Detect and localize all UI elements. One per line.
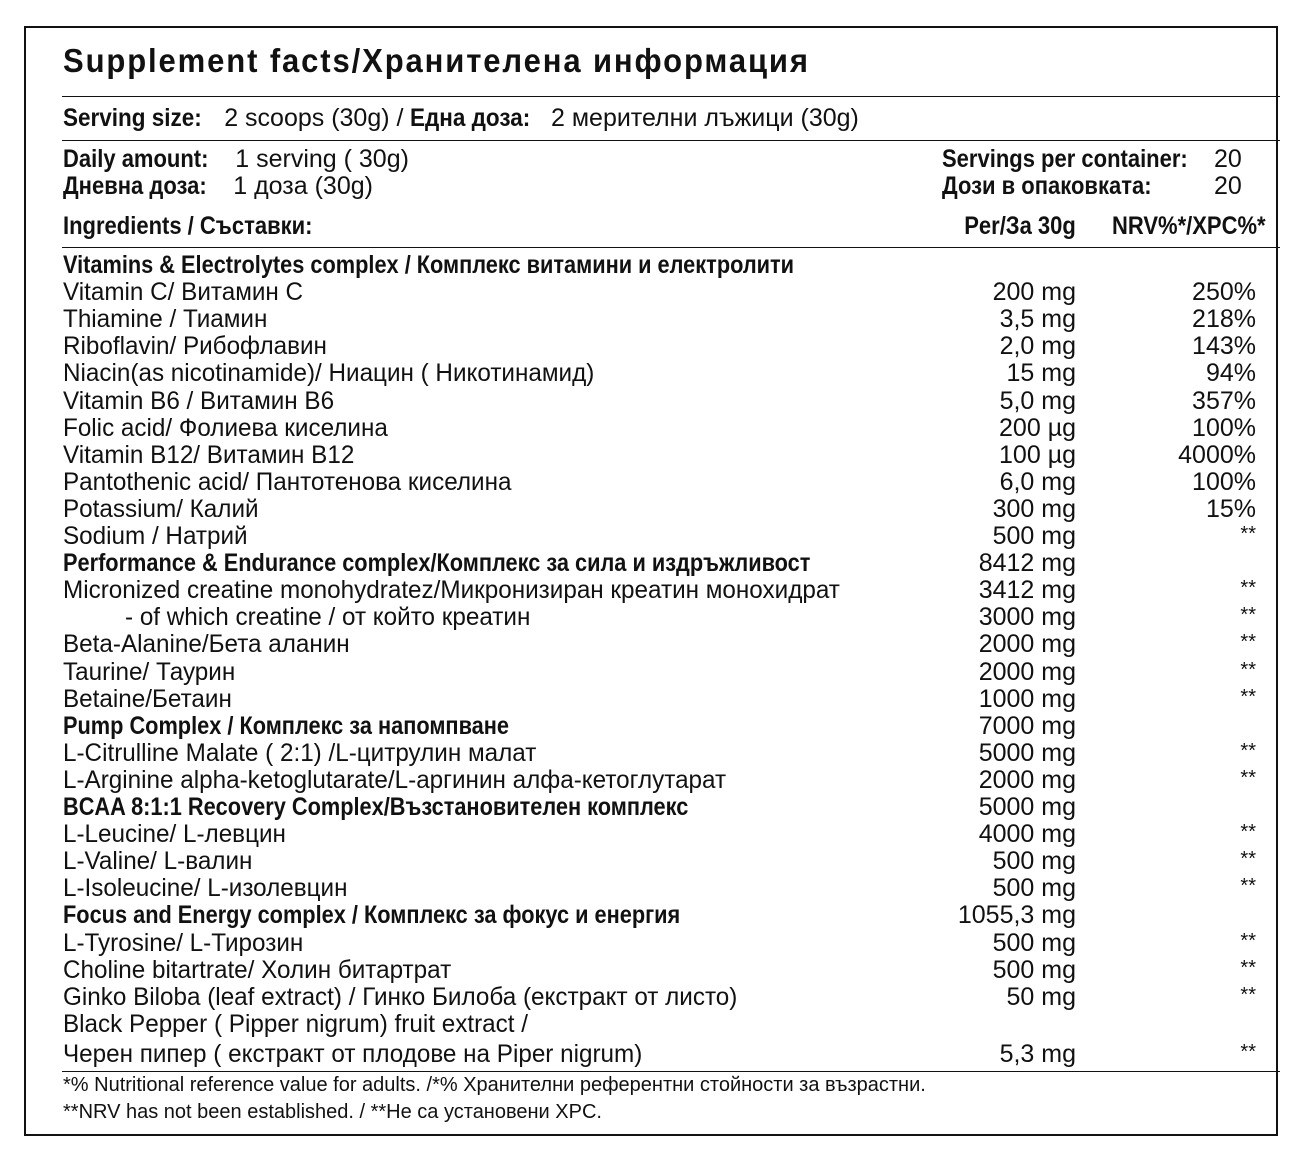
ingredient-amount: 300 mg [992, 494, 1076, 523]
ingredient-amount: 3412 mg [978, 576, 1076, 605]
ingredient-name: Pump Complex / Комплекс за напомпване [63, 711, 509, 740]
ingredient-amount: 500 mg [992, 928, 1076, 957]
ingredient-nrv: 250% [1192, 278, 1256, 307]
ingredient-name: Beta-Alanine/Бета аланин [63, 630, 350, 659]
ingredient-name: Ginko Biloba (leaf extract) / Гинко Билоба (екстракт от листо) [63, 982, 738, 1011]
table-row [0, 415, 1304, 442]
complex-header-row [0, 713, 1304, 740]
ingredient-name: L-Leucine/ L-левцин [63, 820, 286, 849]
ingredient-name: Vitamin B6 / Витамин B6 [63, 386, 335, 415]
ingredient-amount: 200 µg [999, 413, 1076, 442]
ingredient-amount: 500 mg [992, 522, 1076, 550]
daily-dose-value: 1 доза (30g) [233, 172, 373, 200]
ingredient-name: Focus and Energy complex / Комплекс за фокус и енергия [63, 901, 681, 930]
ingredient-amount: 3,5 mg [999, 305, 1076, 334]
ingredient-amount: 7000 mg [978, 711, 1076, 740]
ingredient-amount: 200 mg [992, 278, 1076, 307]
ingredient-name: Black Pepper ( Pipper nigrum) fruit extract / [63, 1009, 528, 1038]
table-row [0, 279, 1304, 306]
ingredient-nrv: ** [1240, 739, 1256, 762]
ingredient-amount: 50 mg [1006, 982, 1076, 1011]
table-row [0, 442, 1304, 469]
ingredient-name: L-Isoleucine/ L-изолевцин [63, 874, 348, 903]
table-row [0, 848, 1304, 875]
servings-per-container-label: Servings per container: [942, 145, 1188, 173]
ingredient-nrv: ** [1240, 956, 1256, 979]
table-row [0, 523, 1304, 550]
ingredient-amount: 2000 mg [978, 765, 1076, 794]
table-row [0, 659, 1304, 686]
table-row [0, 306, 1304, 333]
per-serving-header-label: Per/За 30g [964, 212, 1076, 240]
complex-header-row [0, 902, 1304, 929]
table-row [0, 604, 1304, 631]
ingredient-nrv: ** [1240, 1040, 1256, 1063]
daily-amount-value: 1 serving ( 30g) [235, 145, 409, 173]
ingredient-nrv: ** [1240, 577, 1256, 600]
daily-dose-row [0, 173, 1304, 200]
ingredient-amount: 8412 mg [978, 549, 1076, 578]
serving-size-value-bg: 2 мерителни лъжици (30g) [551, 104, 859, 132]
ingredient-name: Thiamine / Тиамин [63, 305, 268, 334]
ingredient-nrv: ** [1240, 929, 1256, 952]
ingredient-amount: 4000 mg [978, 820, 1076, 849]
ingredient-nrv: 15% [1205, 494, 1256, 523]
table-row [0, 577, 1304, 604]
complex-header-row [0, 794, 1304, 821]
ingredient-name: Performance & Endurance complex/Комплекс за сила и издръжливост [63, 549, 811, 578]
ingredient-nrv: 357% [1192, 386, 1256, 415]
doses-per-package-label: Дози в опаковката: [942, 172, 1152, 200]
ingredient-name: Betaine/Бетаин [63, 684, 232, 713]
ingredient-name: Potassium/ Калий [63, 494, 259, 523]
ingredient-amount: 500 mg [992, 847, 1076, 876]
ingredient-nrv: 94% [1205, 359, 1256, 388]
ingredient-nrv: ** [1240, 821, 1256, 844]
ingredient-name: Vitamin B12/ Витамин B12 [63, 440, 355, 469]
ingredient-name: Vitamins & Electrolytes complex / Комплекс витамини и електролити [63, 251, 795, 279]
ingredient-name: Vitamin C/ Витамин C [63, 278, 304, 307]
per-serving-header [964, 212, 1076, 241]
complex-header-row [0, 252, 1304, 279]
ingredient-amount: 1000 mg [978, 684, 1076, 713]
footnote-nrv-adults: *% Nutritional reference value for adults. /*% Хранителни референтни стойности за възрастни. [63, 1074, 926, 1096]
table-row [0, 930, 1304, 957]
footnote-nrv-not-established: **NRV has not been established. / **Не са установени XPC. [63, 1101, 602, 1123]
ingredient-amount: 5,0 mg [999, 386, 1076, 415]
table-row [0, 984, 1304, 1011]
divider [62, 247, 1280, 248]
table-row [0, 360, 1304, 387]
ingredient-amount: 500 mg [992, 955, 1076, 984]
ingredient-name: Niacin(as nicotinamide)/ Ниацин ( Никотинамид) [63, 359, 595, 388]
nrv-header [1112, 212, 1266, 241]
ingredient-amount: 15 mg [1006, 359, 1076, 388]
divider [62, 1071, 1280, 1072]
ingredient-name: Pantothenic acid/ Пантотенова киселина [63, 467, 512, 496]
table-row [0, 388, 1304, 415]
serving-size-label-en: Serving size: [63, 104, 202, 132]
ingredient-name: Micronized creatine monohydratez/Микронизиран креатин монохидрат [63, 576, 840, 605]
ingredients-header [63, 212, 312, 241]
ingredients-header-label: Ingredients / Съставки: [63, 212, 313, 240]
ingredient-nrv: ** [1240, 523, 1256, 545]
ingredient-name: L-Arginine alpha-ketoglutarate/L-аргинин алфа-кетоглутарат [63, 765, 727, 794]
ingredient-amount: 5,3 mg [999, 1039, 1076, 1068]
ingredient-name: L-Valine/ L-валин [63, 847, 253, 876]
nrv-header-label: NRV%*/XPC%* [1112, 212, 1266, 240]
ingredient-amount: 100 µg [999, 440, 1076, 469]
ingredient-name: Sodium / Натрий [63, 522, 248, 550]
table-row [0, 767, 1304, 794]
table-row [0, 496, 1304, 523]
divider [62, 96, 1280, 97]
ingredient-nrv: ** [1240, 631, 1256, 654]
ingredient-nrv: ** [1240, 766, 1256, 789]
ingredient-amount: 2,0 mg [999, 332, 1076, 361]
table-row [0, 1011, 1304, 1038]
ingredient-name: L-Tyrosine/ L-Тирозин [63, 928, 304, 957]
table-row [0, 333, 1304, 360]
label-title: Supplement facts/Хранителена информация [63, 42, 810, 79]
table-row [0, 821, 1304, 848]
ingredient-name: Черен пипер ( екстракт от плодове на Piper nigrum) [63, 1039, 643, 1068]
table-row [0, 1041, 1304, 1068]
serving-size [63, 104, 859, 133]
ingredient-nrv: 218% [1192, 305, 1256, 334]
ingredient-amount: 5000 mg [978, 793, 1076, 821]
table-row [0, 631, 1304, 658]
ingredient-amount: 5000 mg [978, 738, 1076, 767]
table-row [0, 875, 1304, 902]
table-row [0, 469, 1304, 496]
ingredient-name: Taurine/ Таурин [63, 657, 236, 686]
divider [62, 140, 1280, 141]
serving-size-value-en: 2 scoops (30g) / [224, 104, 404, 132]
ingredient-amount: 1055,3 mg [957, 901, 1076, 930]
ingredient-nrv: 100% [1192, 467, 1256, 496]
ingredient-name: Riboflavin/ Рибофлавин [63, 332, 327, 361]
ingredient-name: Choline bitartrate/ Холин битартрат [63, 955, 452, 984]
ingredient-amount: 6,0 mg [999, 467, 1076, 496]
ingredient-nrv: ** [1240, 848, 1256, 871]
ingredient-name: Folic acid/ Фолиева киселина [63, 413, 388, 442]
serving-size-label-bg: Една доза: [410, 104, 531, 132]
ingredient-name: - of which creatine / от който креатин [125, 603, 531, 632]
ingredient-nrv: ** [1240, 604, 1256, 627]
ingredient-nrv: 100% [1192, 413, 1256, 442]
ingredient-nrv: ** [1240, 685, 1256, 708]
ingredient-nrv: 143% [1192, 332, 1256, 361]
table-row [0, 957, 1304, 984]
daily-amount-row [0, 146, 1304, 173]
ingredient-name: BCAA 8:1:1 Recovery Complex/Възстановителен комплекс [63, 793, 689, 821]
ingredient-nrv: ** [1240, 983, 1256, 1006]
ingredient-nrv: ** [1240, 658, 1256, 681]
complex-header-row [0, 550, 1304, 577]
daily-dose-label: Дневна доза: [63, 172, 207, 200]
servings-per-container-value: 20 [1214, 145, 1242, 173]
ingredient-amount: 2000 mg [978, 630, 1076, 659]
daily-amount-label: Daily amount: [63, 145, 209, 173]
ingredient-amount: 3000 mg [978, 603, 1076, 632]
table-row [0, 686, 1304, 713]
table-row [0, 740, 1304, 767]
ingredient-amount: 500 mg [992, 874, 1076, 903]
ingredient-nrv: 4000% [1178, 440, 1256, 469]
ingredient-amount: 2000 mg [978, 657, 1076, 686]
ingredient-name: L-Citrulline Malate ( 2:1) /L-цитрулин малат [63, 738, 537, 767]
ingredient-nrv: ** [1240, 875, 1256, 898]
doses-per-package-value: 20 [1214, 172, 1242, 200]
